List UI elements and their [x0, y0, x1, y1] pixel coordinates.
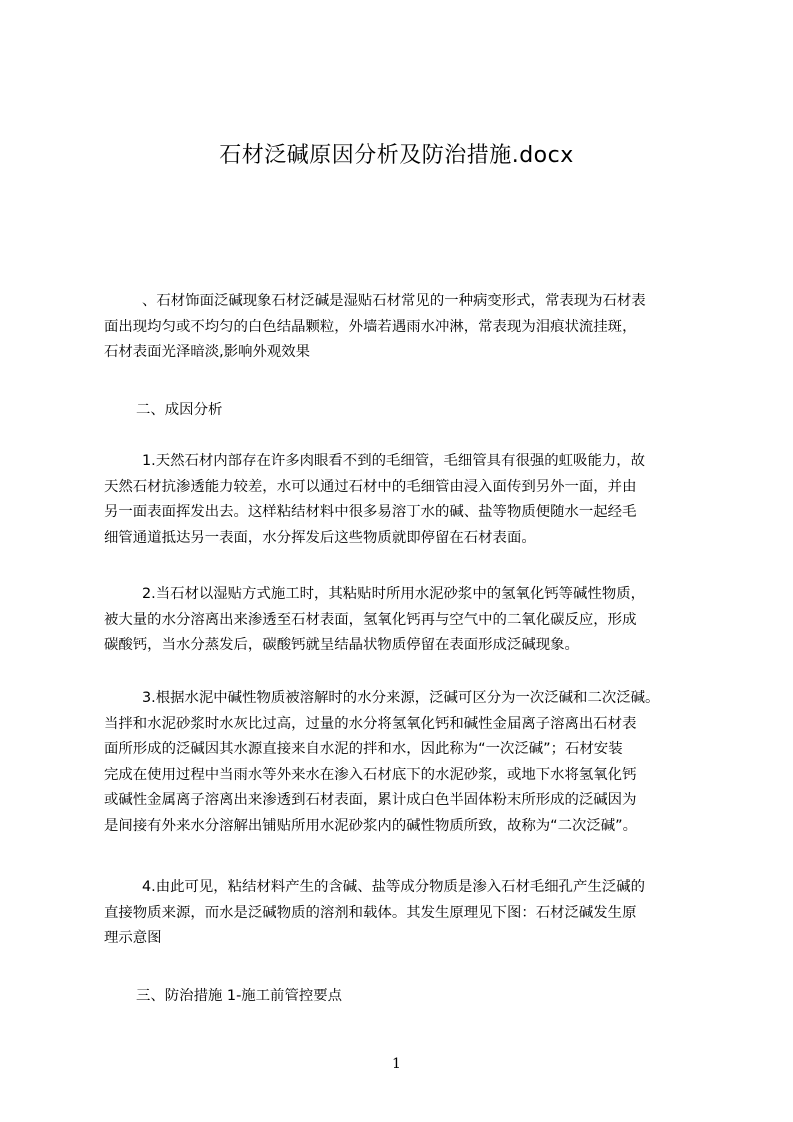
- text-line: 理示意图: [104, 930, 162, 946]
- text-line: 3.根据水泥中碱性物质被溶解时的水分来源，泛碱可区分为一次泛碱和二次泛碱。: [142, 690, 660, 706]
- text-line: 被大量的水分溶离出来渗透至石材表面，氢氧化钙再与空气中的二氧化碳反应，形成: [104, 611, 637, 628]
- text-line: 面所形成的泛碱因其水源直接来自水泥的拌和水，因此称为“一次泛碱”；石材安装: [104, 741, 623, 757]
- text-line: 1.天然石材内部存在许多肉眼看不到的毛细管，毛细管具有很强的虹吸能力，故: [142, 453, 646, 469]
- paragraph-cause-1: [104, 449, 704, 551]
- text-line: 2.当石材以湿贴方式施工时，其粘贴时所用水泥砂浆中的氢氧化钙等碱性物质，: [142, 586, 646, 602]
- text-line: 直接物质来源，而水是泛碱物质的溶剂和载体。其发生原理见下图：石材泛碱发生原: [104, 904, 637, 921]
- text-line: 、石材饰面泛碱现象石材泛碱是湿贴石材常见的一种病变形式，常表现为石材表: [142, 293, 646, 309]
- text-line: 面出现均匀或不均匀的白色结晶颗粒，外墙若遇雨水冲淋，常表现为泪痕状流挂斑，: [104, 318, 637, 335]
- paragraph-cause-3: [104, 686, 704, 839]
- paragraph-cause-2: [104, 582, 704, 659]
- text-line: 碳酸钙，当水分蒸发后，碳酸钙就呈结晶状物质停留在表面形成泛碱现象。: [104, 637, 579, 653]
- text-line: 当拌和水泥砂浆时水灰比过高，过量的水分将氢氧化钙和碱性金届离子溶离出石材表: [104, 715, 637, 732]
- text-line: 石材表面光泽暗淡,影响外观效果: [104, 344, 311, 360]
- text-line: 或碱性金属离子溶离出来渗透到石材表面，累计成白色半固体粉末所形成的泛碱因为: [104, 792, 637, 808]
- document-title: 石材泛碱原因分析及防治措施.docx: [219, 143, 574, 168]
- text-line: 完成在使用过程中当雨水等外来水在渗入石材底下的水泥砂浆，或地下水将氢氧化钙: [104, 766, 637, 783]
- text-line: 细管通道抵达另一表面，水分挥发后这些物质就即停留在石材表面。: [104, 529, 536, 546]
- paragraph-cause-4: [104, 875, 704, 952]
- text-line: 天然石材抗渗透能力较差，水可以通过石材中的毛细管由浸入面传到另外一面，并由: [104, 478, 637, 495]
- paragraph-phenomenon: [104, 289, 704, 366]
- page-number: 1: [392, 1056, 401, 1072]
- text-line: 另一面表面挥发出去。这样粘结材料中很多易溶丁水的碱、盐等物质便随水一起经毛: [104, 504, 637, 520]
- text-line: 4.由此可见，粘结材料产生的含碱、盐等成分物质是渗入石材毛细孔产生泛碱的: [142, 879, 646, 895]
- section-heading-causes: 二、成因分析: [136, 402, 223, 418]
- text-line: 是间接有外来水分溶解出铺贴所用水泥砂浆内的碱性物质所致，故称为“二次泛碱”。: [104, 817, 637, 834]
- section-heading-prevention: 三、防治措施 1-施工前管控要点: [136, 988, 343, 1004]
